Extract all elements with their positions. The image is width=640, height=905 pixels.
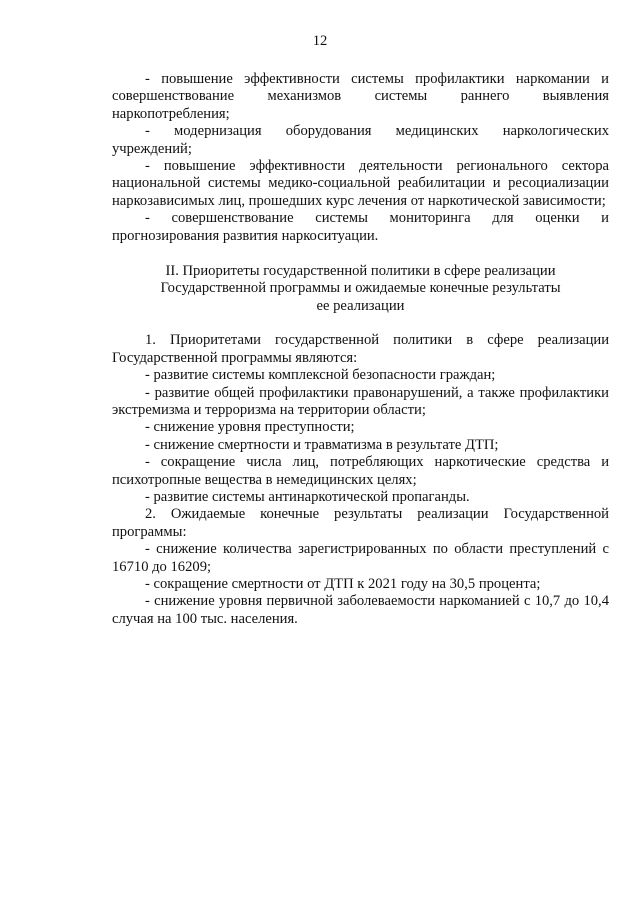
section-heading — [112, 263, 609, 315]
heading-line: II. Приоритеты государственной политики в сфере реализации — [165, 263, 556, 280]
page-number: 12 — [312, 33, 328, 49]
list-item: - развитие общей профилактики правонарушений, а также профилактики экстремизма и терроризма на территории области; — [112, 384, 609, 418]
list-item: - развитие системы антинаркотической пропаганды. — [145, 488, 470, 505]
page-body — [112, 71, 609, 628]
list-item: - модернизация оборудования медицинских наркологических учреждений; — [112, 123, 609, 157]
list-item: - совершенствование системы мониторинга для оценки и прогнозирования развития наркоситуации. — [112, 210, 609, 244]
list-item: - снижение уровня преступности; — [145, 419, 355, 436]
list-item: - повышение эффективности деятельности регионального сектора национальной системы медико-социальной реабилитации и ресоциализации наркозависимых лиц, прошедших курс лечения от наркотической зависимости; — [112, 158, 609, 209]
list-item: - повышение эффективности системы профилактики наркомании и совершенствование механизмов системы раннего выявления наркопотребления; — [112, 71, 609, 122]
list-item: - снижение уровня первичной заболеваемости наркоманией с 10,7 до 10,4 случая на 100 тыс. населения. — [112, 593, 609, 627]
list-item: - сокращение смертности от ДТП к 2021 году на 30,5 процента; — [145, 575, 541, 592]
heading-line: ее реализации — [316, 297, 405, 314]
heading-line: Государственной программы и ожидаемые конечные результаты — [160, 280, 561, 297]
list-item: - развитие системы комплексной безопасности граждан; — [145, 367, 496, 384]
list-item: - снижение количества зарегистрированных по области преступлений с 16710 до 16209; — [112, 541, 609, 575]
list-item: - снижение смертности и травматизма в результате ДТП; — [145, 436, 499, 453]
priorities-intro: 1. Приоритетами государственной политики в сфере реализации Государственной программы являются: — [112, 332, 609, 366]
results-intro: 2. Ожидаемые конечные результаты реализации Государственной программы: — [112, 506, 609, 540]
list-item: - сокращение числа лиц, потребляющих наркотические средства и психотропные вещества в немедицинских целях; — [112, 454, 609, 488]
